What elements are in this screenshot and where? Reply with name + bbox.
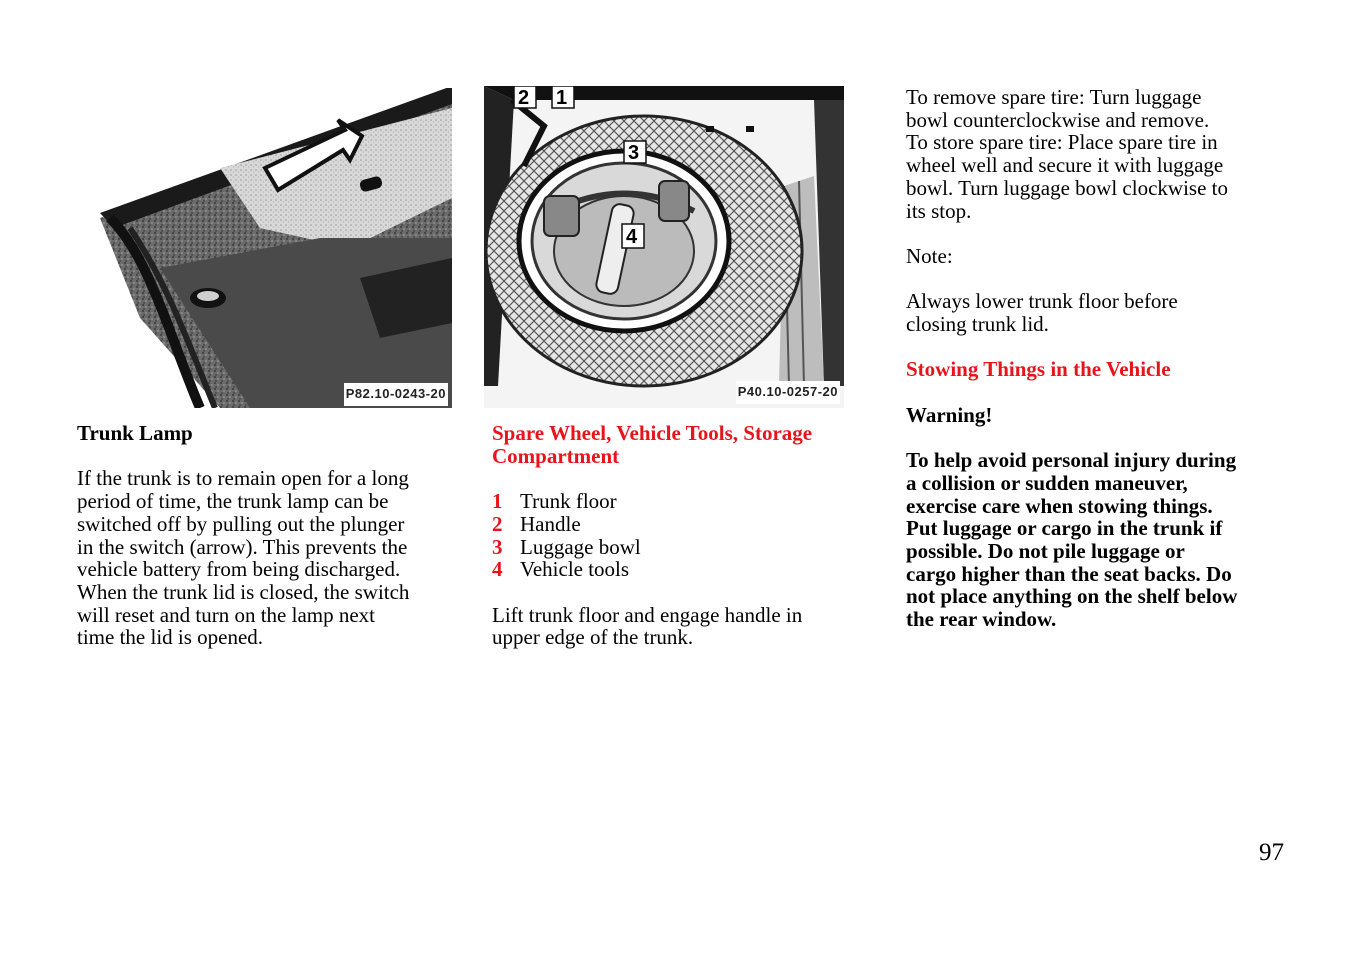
warning-line: Put luggage or cargo in the trunk if: [906, 516, 1223, 541]
svg-text:3: 3: [628, 142, 640, 164]
text-line: Always lower trunk floor before: [906, 289, 1178, 314]
list-item: [492, 536, 872, 559]
stowing-heading: Stowing Things in the Vehicle: [906, 357, 1171, 382]
list-item: [492, 513, 872, 536]
list-item: [492, 490, 872, 513]
part-number: 1: [492, 489, 503, 514]
warning-line: possible. Do not pile luggage or: [906, 538, 1185, 563]
callout-3: [624, 141, 646, 164]
trunk-lamp-heading: Trunk Lamp: [77, 421, 193, 445]
part-label: Trunk floor: [520, 489, 617, 514]
text-line: time the lid is opened.: [77, 625, 264, 650]
text-line: in the switch (arrow). This prevents the: [77, 534, 408, 559]
figure-code: P40.10-0257-20: [736, 381, 840, 404]
warning-line: not place anything on the shelf below: [906, 584, 1238, 609]
text-line: vehicle battery from being discharged.: [77, 557, 401, 582]
text-line: switched off by pulling out the plunger: [77, 511, 405, 536]
text-line: To store spare tire: Place spare tire in: [906, 130, 1218, 155]
warning-line: exercise care when stowing things.: [906, 493, 1213, 518]
trunk-lamp-figure: [100, 88, 452, 408]
part-label: Vehicle tools: [520, 557, 630, 582]
list-item: [492, 558, 872, 581]
stowing-section: [906, 86, 1286, 631]
warning-label: Warning!: [906, 402, 993, 427]
callout-2: [514, 86, 536, 109]
svg-text:4: 4: [626, 226, 638, 248]
text-line: bowl counterclockwise and remove.: [906, 107, 1210, 132]
svg-text:2: 2: [518, 87, 530, 109]
spare-wheel-heading-line1: Spare Wheel, Vehicle Tools, Storage: [492, 421, 813, 445]
text-line: will reset and turn on the lamp next: [77, 602, 376, 627]
page-number: 97: [1259, 839, 1284, 866]
part-number: 4: [492, 557, 503, 582]
part-label: Handle: [520, 511, 581, 536]
text-line: When the trunk lid is closed, the switch: [77, 579, 410, 604]
note-label: Note:: [906, 243, 953, 268]
warning-line: cargo higher than the seat backs. Do: [906, 561, 1232, 586]
text-line: bowl. Turn luggage bowl clockwise to: [906, 175, 1228, 200]
text-line: Lift trunk floor and engage handle in: [492, 602, 803, 627]
part-label: Luggage bowl: [520, 534, 641, 559]
text-line: upper edge of the trunk.: [492, 625, 694, 650]
spare-wheel-illustration: [484, 86, 844, 408]
trunk-lamp-illustration: [100, 88, 452, 408]
text-line: closing trunk lid.: [906, 312, 1049, 336]
part-number: 3: [492, 534, 503, 559]
warning-line: a collision or sudden maneuver,: [906, 470, 1188, 495]
warning-body: [906, 449, 1286, 631]
part-number: 2: [492, 511, 503, 536]
text-line: wheel well and secure it with luggage: [906, 153, 1224, 178]
figure-code: P82.10-0243-20: [344, 383, 448, 406]
text-line: period of time, the trunk lamp can be: [77, 489, 389, 514]
text-line: If the trunk is to remain open for a long: [77, 466, 409, 491]
warning-line: the rear window.: [906, 607, 1057, 632]
svg-text:1: 1: [556, 87, 568, 109]
warning-line: To help avoid personal injury during: [906, 448, 1237, 473]
callout-1: [552, 86, 574, 109]
trunk-lamp-section: [77, 422, 457, 649]
text-line: To remove spare tire: Turn luggage: [906, 85, 1202, 109]
trunk-lamp-body: [77, 467, 457, 649]
parts-list: [492, 490, 872, 581]
spare-wheel-figure: [484, 86, 844, 408]
callout-4: [622, 224, 644, 248]
text-line: its stop.: [906, 198, 972, 223]
spare-wheel-heading-line2: Compartment: [492, 443, 620, 468]
spare-wheel-section: [492, 422, 872, 649]
